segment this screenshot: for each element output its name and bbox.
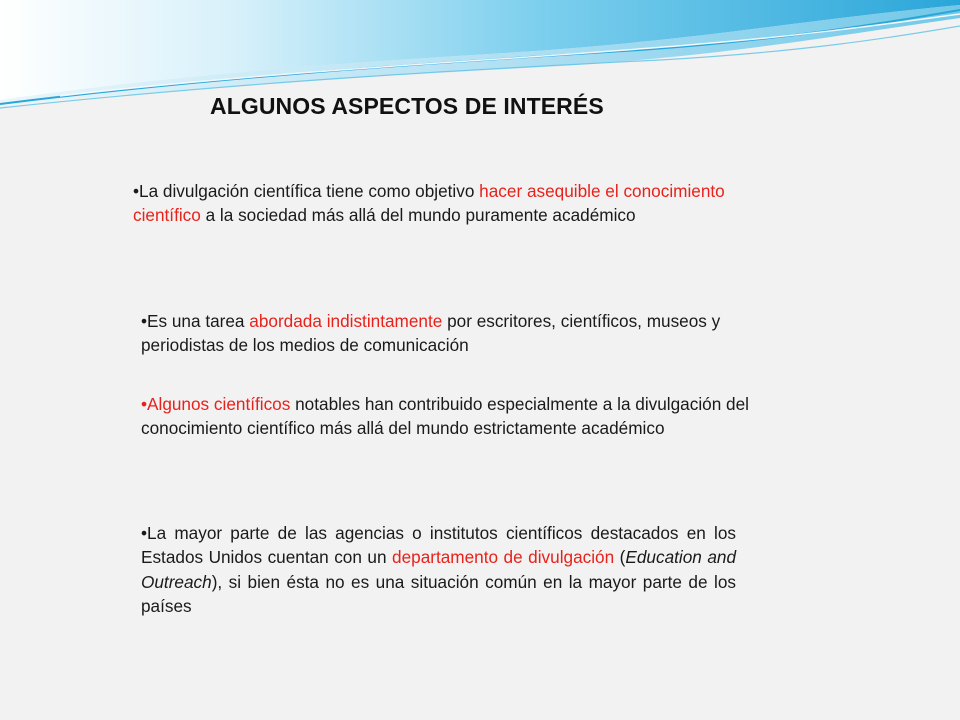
bullet-paragraph-4: [141, 521, 736, 619]
bullet-marker: •: [133, 181, 140, 201]
slide-title: ALGUNOS ASPECTOS DE INTERÉS: [210, 93, 604, 119]
bullet-4-italic-term: Education and Outreach: [141, 547, 736, 592]
bullet-marker: •: [141, 523, 148, 543]
bullet-1-text-post: a la sociedad más allá del mundo puramente académico: [200, 205, 636, 226]
bullet-2-highlight: abordada indistintamente: [249, 311, 443, 331]
bullet-4-text-pre: La mayor parte de las agencias o institutos científicos destacados en los Estados Unidos cuentan con un: [141, 523, 736, 568]
bullet-2-text-pre: Es una tarea: [147, 311, 250, 331]
bullet-1-text-pre: La divulgación científica tiene como objetivo: [139, 181, 480, 201]
bullet-4-highlight: departamento de divulgación: [392, 547, 615, 568]
bullet-3-text-post: notables han contribuido especialmente a la divulgación del conocimiento científico más allá del mundo estrictamente académico: [141, 394, 749, 439]
bullet-marker: •: [141, 311, 148, 331]
bullet-4-text-post: ), si bien ésta no es una situación común en la mayor parte de los países: [141, 571, 736, 617]
bullet-paragraph-2: [141, 309, 801, 358]
bullet-marker: •: [141, 394, 148, 414]
bullet-paragraph-3: [141, 392, 766, 441]
bullet-4-paren-open: (: [614, 547, 626, 568]
bullet-3-highlight: Algunos científicos: [147, 394, 291, 414]
bullet-2-text-post: por escritores, científicos, museos y periodistas de los medios de comunicación: [141, 311, 721, 356]
bullet-1-highlight: hacer asequible el conocimiento científico: [133, 181, 725, 226]
bullet-paragraph-1: [133, 179, 793, 228]
